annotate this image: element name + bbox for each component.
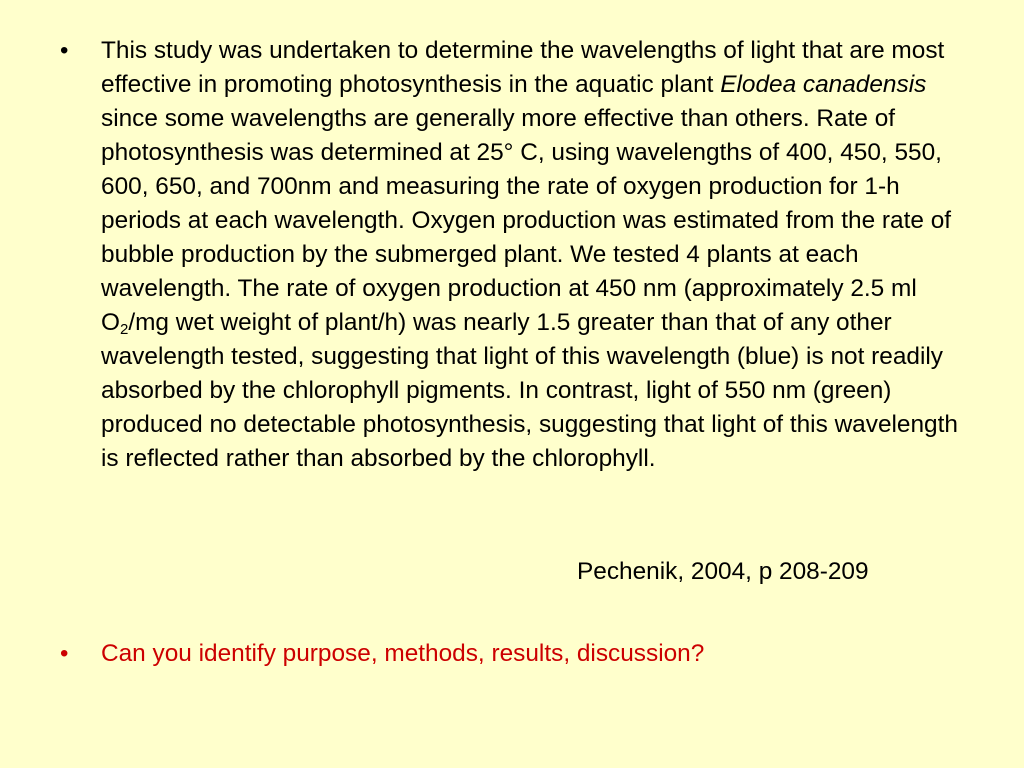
species-name: Elodea canadensis (720, 71, 927, 98)
bullet-marker: • (60, 37, 69, 64)
study-bullet (60, 34, 960, 476)
oxygen-subscript: 2 (119, 321, 129, 338)
bullet-marker: • (60, 640, 69, 667)
question-bullet (60, 637, 960, 671)
paragraph-body-1: since some wavelengths are generally more effective than others. Rate of photosynthesis was determined at 25° C, using wavelengths of 400, 450, 550, 600, 650, and 700nm and measuring the rate of oxygen production for 1-h periods at each wavelength. Oxygen production was estimated from the rate of bubble production by the submerged plant. We tested 4 plants at each wavelength. The rate of oxygen production at 450 nm (approximately 2.5 ml O (101, 105, 952, 336)
paragraph-intro: This study was undertaken to determine the wavelengths of light that are most effective in promoting photosynthesis in the aquatic plant (101, 37, 945, 98)
study-paragraph (101, 34, 961, 476)
question-text: Can you identify purpose, methods, results, discussion? (101, 640, 705, 667)
paragraph-body-2: /mg wet weight of plant/h) was nearly 1.5 greater than that of any other wavelength tested, suggesting that light of this wavelength (blue) is not readily absorbed by the chlorophyll pigments. In contrast, light of 550 nm (green) produced no detectable photosynthesis, suggesting that light of this wavelength is reflected rather than absorbed by the chlorophyll. (101, 309, 958, 472)
citation: Pechenik, 2004, p 208-209 (577, 558, 869, 585)
